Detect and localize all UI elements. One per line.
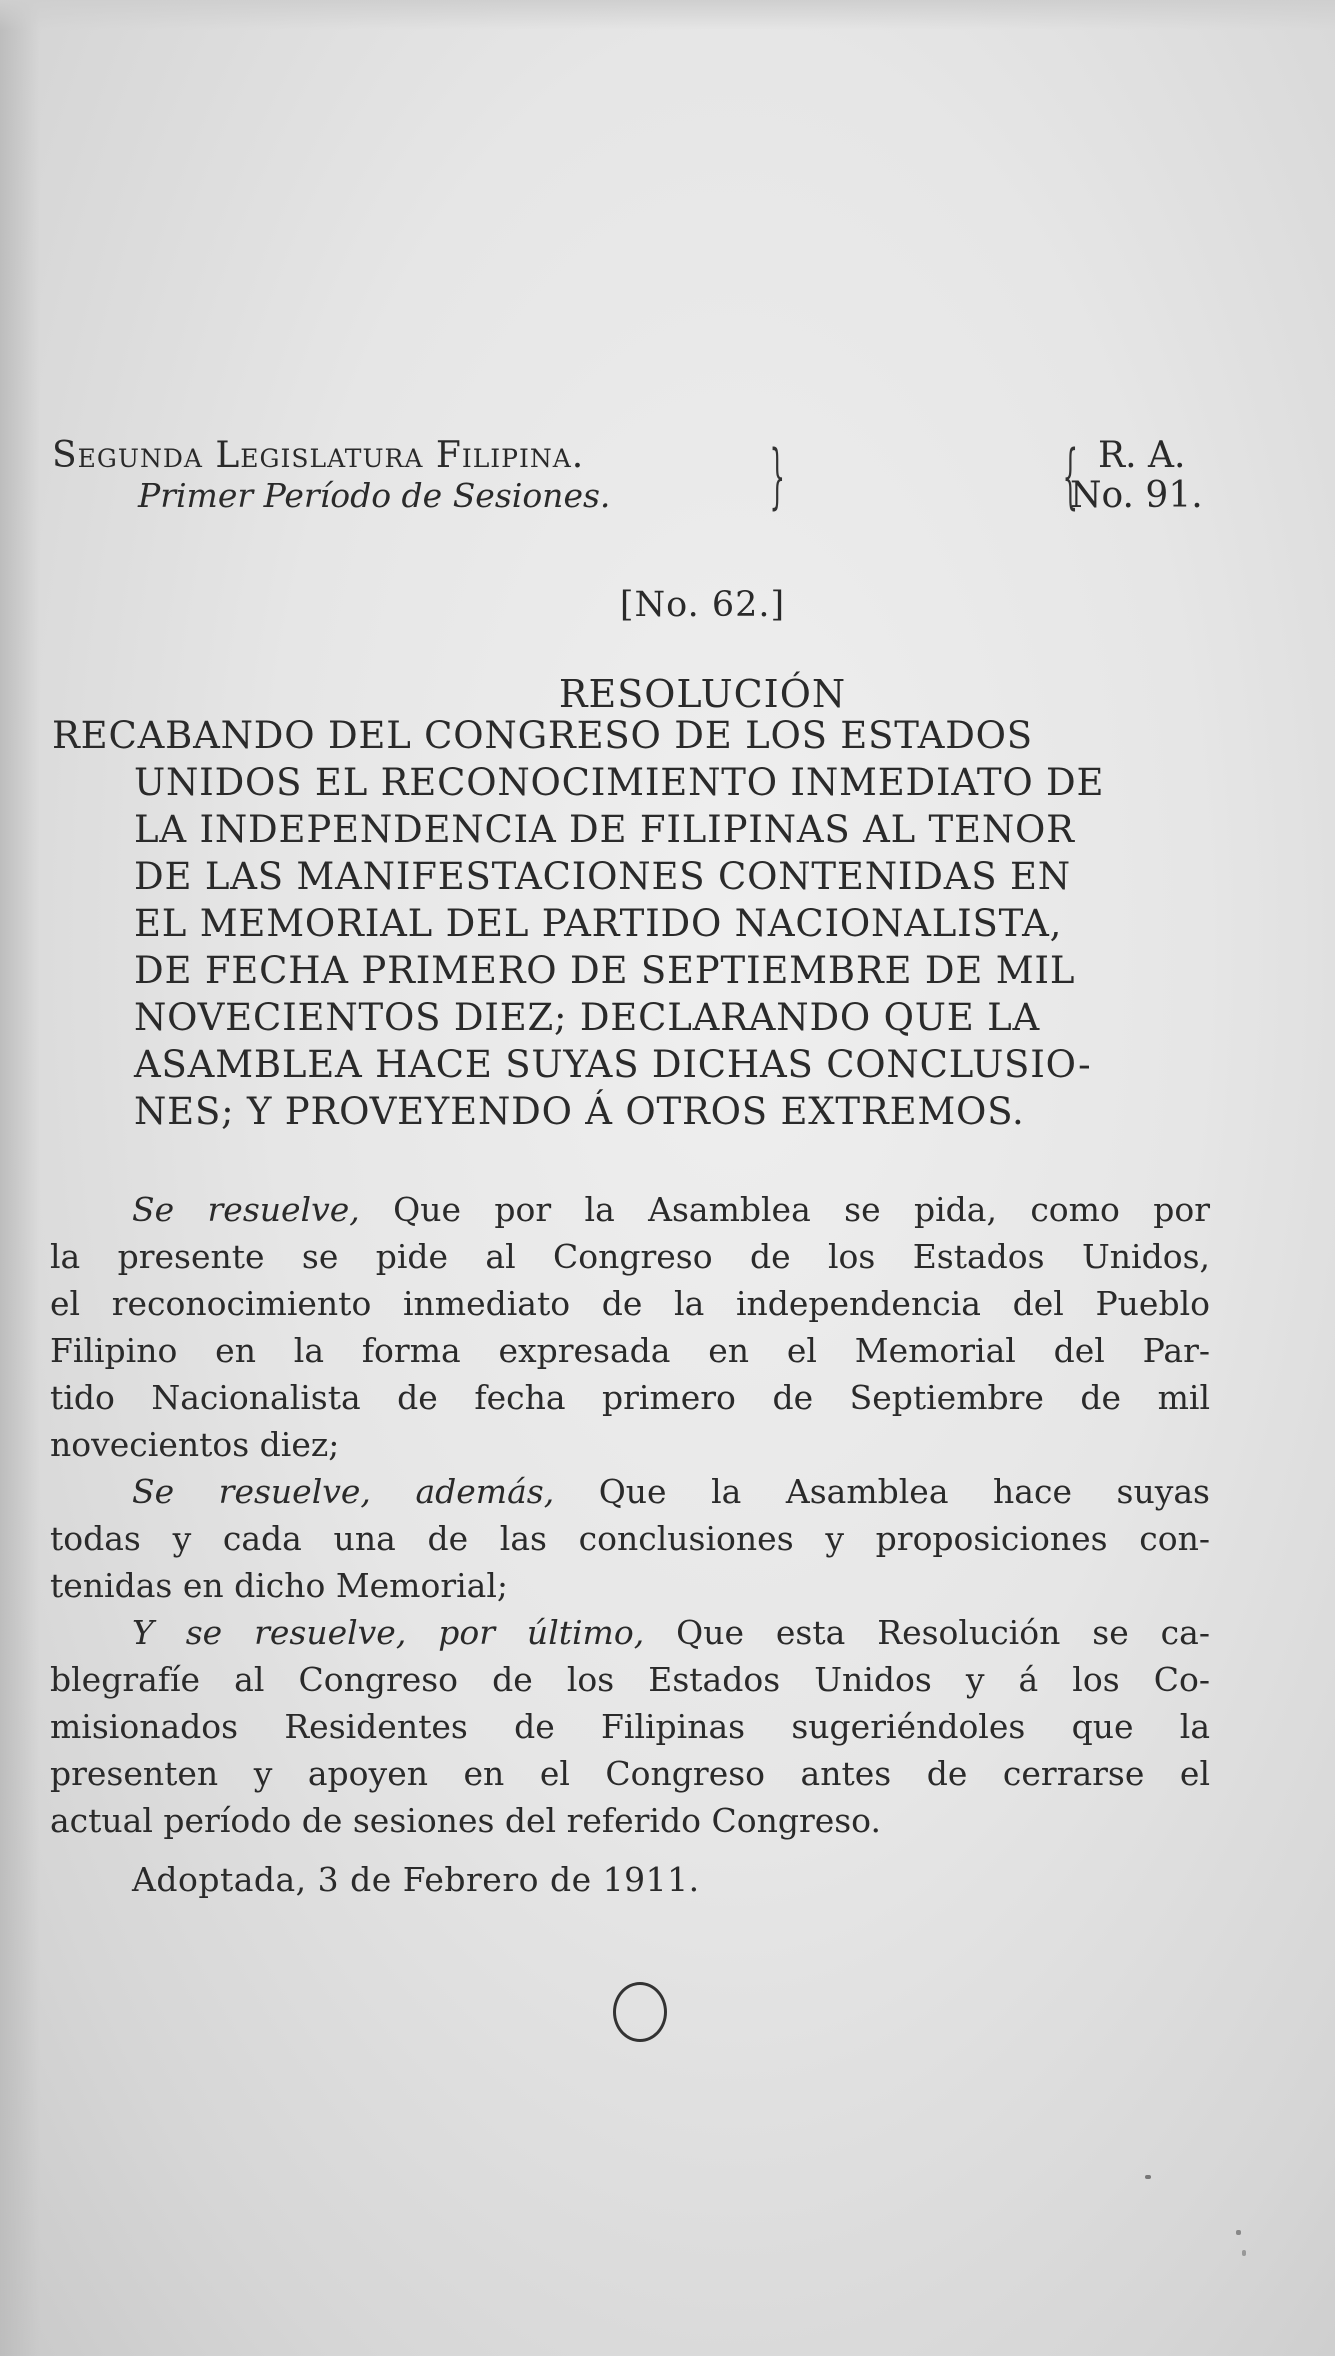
paragraph-line: el reconocimiento inmediato de la independencia del Pueblo [50,1284,1210,1323]
header-reference-block [1070,436,1250,516]
resolution-title [52,712,1210,1135]
paragraph-line [50,1609,1210,1656]
header-legislature-block [52,436,772,516]
document-number: [No. 62.] [619,585,786,625]
paragraph-line: novecientos diez; [50,1425,340,1464]
title-line: UNIDOS EL RECONOCIMIENTO INMEDIATO DE [134,761,1105,804]
legislature-name: Segunda Legislatura Filipina. [52,435,585,476]
resolution-heading: RESOLUCIÓN [558,672,847,716]
title-line: DE FECHA PRIMERO DE SEPTIEMBRE DE MIL [134,949,1076,992]
session-name: Primer Período de Sesiones. [138,476,611,515]
right-brace-icon: { [1062,435,1079,517]
paragraph-line: todas y cada una de las conclusiones y proposiciones con- [50,1519,1210,1558]
adoption-date: Adoptada, 3 de Febrero de 1911. [132,1860,700,1899]
reference-code: R. A. [1098,435,1186,476]
paragraph-line: Filipino en la forma expresada en el Memorial del Par- [50,1331,1210,1370]
page-edge-shadow-top [0,0,1335,30]
paragraph-line [50,1186,1210,1233]
circle-ornament-icon [613,1982,667,2042]
paragraph-line: presenten y apoyen en el Congreso antes de cerrarse el [50,1754,1210,1793]
scan-speck [1236,2230,1241,2235]
resolve-lead: Se resuelve, además, [132,1472,555,1511]
paragraph-line: tido Nacionalista de fecha primero de Septiembre de mil [50,1378,1210,1417]
paragraph-line: blegrafíe al Congreso de los Estados Unidos y á los Co- [50,1660,1210,1699]
scan-speck [1145,2175,1151,2179]
page-edge-shadow-left [0,0,40,2356]
reference-number: No. 91. [1070,475,1203,516]
resolve-lead: Se resuelve, [132,1190,360,1229]
paragraph-text: Que esta Resolución se ca- [676,1613,1210,1652]
resolve-lead: Y se resuelve, por último, [132,1613,645,1652]
paragraph-second-resolve [50,1468,1210,1609]
title-line: RECABANDO DEL CONGRESO DE LOS ESTADOS [52,714,1033,757]
paragraph-final-resolve [50,1609,1210,1844]
title-line: ASAMBLEA HACE SUYAS DICHAS CONCLUSIO- [134,1043,1092,1086]
title-line: NOVECIENTOS DIEZ; DECLARANDO QUE LA [134,996,1041,1039]
paragraph-line: misionados Residentes de Filipinas sugeriéndoles que la [50,1707,1210,1746]
paragraph-text: Que por la Asamblea se pida, como por [393,1190,1210,1229]
title-line: NES; Y PROVEYENDO Á OTROS EXTREMOS. [134,1090,1025,1133]
paragraph-line: actual período de sesiones del referido Congreso. [50,1801,881,1840]
paragraph-line: tenidas en dicho Memorial; [50,1566,509,1605]
scan-speck [1242,2250,1246,2256]
title-line: EL MEMORIAL DEL PARTIDO NACIONALISTA, [134,902,1063,945]
paragraph-line [50,1468,1210,1515]
paragraph-text: Que la Asamblea hace suyas [598,1472,1210,1511]
title-line: LA INDEPENDENCIA DE FILIPINAS AL TENOR [134,808,1075,851]
paragraph-first-resolve [50,1186,1210,1468]
title-line: DE LAS MANIFESTACIONES CONTENIDAS EN [134,855,1071,898]
left-brace-icon: } [769,435,786,517]
paragraph-line: la presente se pide al Congreso de los Estados Unidos, [50,1237,1210,1276]
resolution-body [50,1186,1210,1844]
